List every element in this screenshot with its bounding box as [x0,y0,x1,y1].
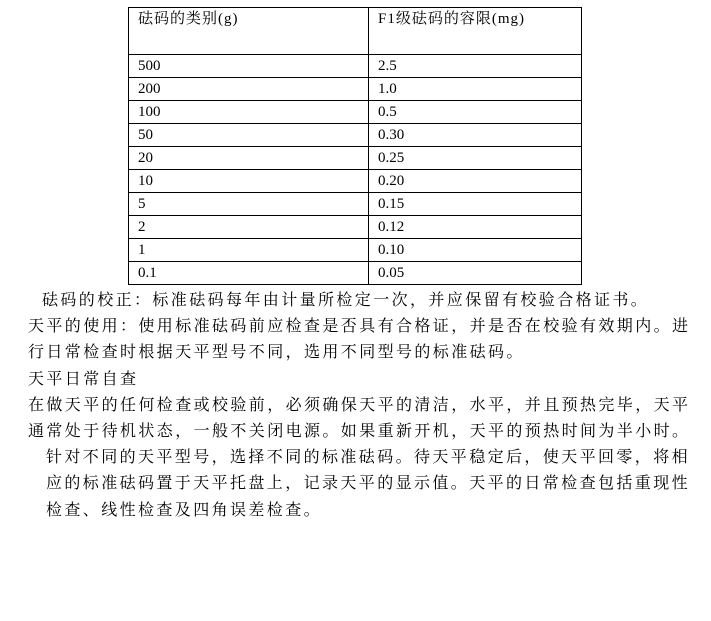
paragraph-preparation: 在做天平的任何检查或校验前，必须确保天平的清洁，水平，并且预热完毕，天平通常处于待机状态，一般不关闭电源。如果重新开机，天平的预热时间为半小时。 [28,394,691,441]
paragraph-usage: 天平的使用：使用标准砝码前应检查是否具有合格证，并是否在校验有效期内。进行日常检查时根据天平型号不同，选用不同型号的标准砝码。 [28,316,691,362]
tolerance-cell: 0.10 [369,239,582,262]
table-row [129,170,582,193]
tolerance-cell: 0.05 [369,262,582,285]
table-header-row [129,8,582,55]
tolerance-cell: 1.0 [369,78,582,101]
table-row [129,262,582,285]
header-weight-class: 砝码的类别(g) [129,8,369,55]
tolerance-cell: 0.20 [369,170,582,193]
weight-class-cell: 2 [129,216,369,239]
table-row [129,239,582,262]
table-row [129,55,582,78]
weight-class-cell: 20 [129,147,369,170]
table-row [129,124,582,147]
weight-class-cell: 500 [129,55,369,78]
tolerance-cell: 0.30 [369,124,582,147]
table-row [129,216,582,239]
weights-tolerance-table [128,7,582,285]
weight-class-cell: 50 [129,124,369,147]
table-row [129,78,582,101]
tolerance-cell: 0.5 [369,101,582,124]
paragraph-heading-self-check: 天平日常自查 [28,368,139,388]
weight-class-cell: 5 [129,193,369,216]
tolerance-cell: 0.25 [369,147,582,170]
table-row [129,101,582,124]
weight-class-cell: 1 [129,239,369,262]
tolerance-cell: 2.5 [369,55,582,78]
weight-class-cell: 200 [129,78,369,101]
header-tolerance: F1级砝码的容限(mg) [369,8,582,55]
paragraph-calibration: 砝码的校正：标准砝码每年由计量所检定一次，并应保留有校验合格证书。 [42,290,650,309]
paragraph-daily-check: 针对不同的天平型号，选择不同的标准砝码。待天平稳定后，使天平回零，将相应的标准砝码置于天平托盘上，记录天平的显示值。天平的日常检查包括重现性检查、线性检查及四角误差检查。 [46,447,691,519]
weight-class-cell: 100 [129,101,369,124]
weight-class-cell: 10 [129,170,369,193]
table-row [129,193,582,216]
tolerance-cell: 0.15 [369,193,582,216]
body-text [28,287,698,523]
table-row [129,147,582,170]
weight-class-cell: 0.1 [129,262,369,285]
tolerance-cell: 0.12 [369,216,582,239]
